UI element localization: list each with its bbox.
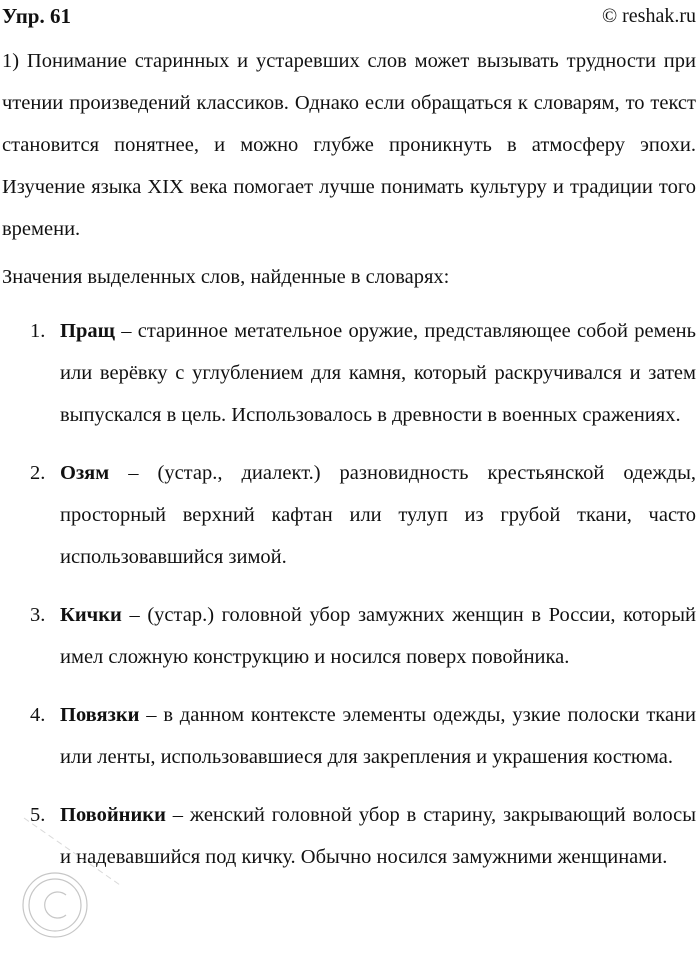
term: Повязки <box>60 704 140 726</box>
list-item <box>2 452 696 578</box>
list-item <box>2 594 696 678</box>
item-number: 3. <box>30 604 46 626</box>
item-number: 5. <box>30 804 46 826</box>
term: Озям <box>60 462 110 484</box>
definition: – старинное метательное оружие, представляющее собой ремень или верёвку с углублением для камня, который раскручивался и затем выпускался в цель. Использовалось в древности в военных сражениях. <box>60 320 696 426</box>
definition: – в данном контексте элементы одежды, узкие полоски ткани или ленты, использовавшиеся для закрепления и украшения костюма. <box>60 704 696 768</box>
list-item <box>2 694 696 778</box>
definition: – (устар., диалект.) разновидность крестьянской одежды, просторный верхний кафтан или тулуп из грубой ткани, часто использовавшийся зимой. <box>60 462 696 568</box>
term: Кички <box>60 604 122 626</box>
definition: – женский головной убор в старину, закрывающий волосы и надевавшийся под кичку. Обычно носился замужними женщинами. <box>60 804 696 868</box>
definitions-list <box>2 310 696 878</box>
answer-paragraph: 1) Понимание старинных и устаревших слов может вызывать трудности при чтении произведений классиков. Однако если обращаться к словарям, то текст становится понятнее, и можно глубже проникнуть в атмосферу эпохи. Изучение языка XIX века помогает лучше понимать культуру и традиции того времени. <box>2 50 696 240</box>
item-number: 2. <box>30 462 46 484</box>
header <box>2 0 696 32</box>
intro-text: Значения выделенных слов, найденные в словарях: <box>2 266 450 288</box>
item-number: 1. <box>30 320 46 342</box>
copyright-label: © reshak.ru <box>601 4 696 27</box>
exercise-title: Упр. 61 <box>2 3 71 28</box>
term: Повойники <box>60 804 166 826</box>
definition: – (устар.) головной убор замужних женщин в России, который имел сложную конструкцию и носился поверх повойника. <box>60 604 696 668</box>
term: Пращ <box>60 320 115 342</box>
list-item <box>2 794 696 878</box>
item-number: 4. <box>30 704 46 726</box>
list-item <box>2 310 696 436</box>
